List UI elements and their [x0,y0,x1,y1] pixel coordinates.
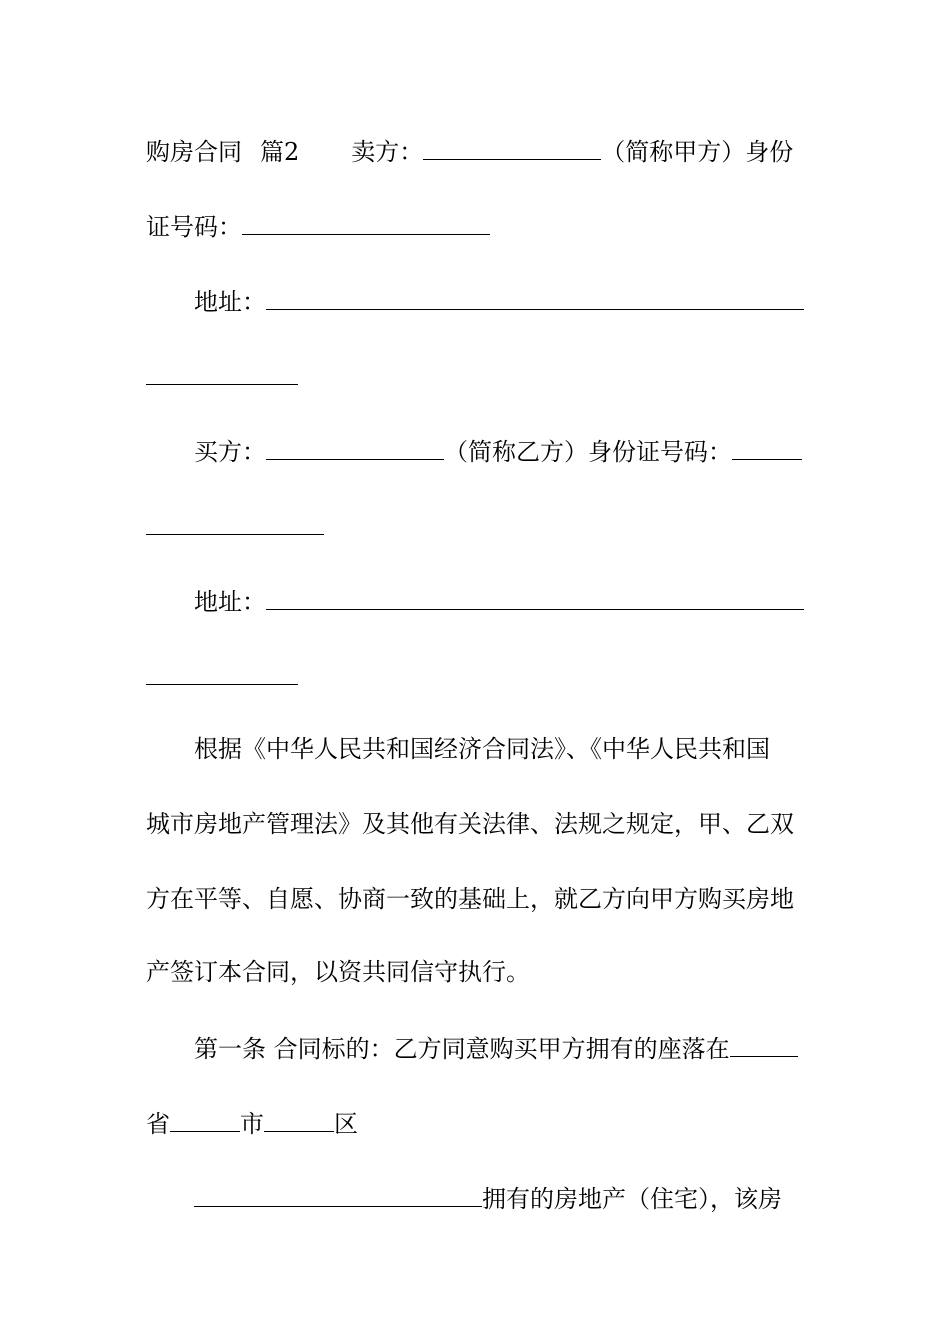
buyer-address-label: 地址： [194,588,266,616]
buyer-name-blank [266,441,444,460]
city-label: 市 [240,1110,264,1138]
article1-line2 [146,1109,358,1139]
paragraph-line: 根据《中华人民共和国经济合同法》、《中华人民共和国 [194,735,770,763]
seller-id-line [146,212,490,242]
buyer-suffix: （简称乙方）身份证号码： [444,438,732,466]
seller-address-line [194,287,804,317]
seller-id-blank [242,216,490,235]
buyer-line [194,437,802,467]
article1-text: 第一条 合同标的：乙方同意购买甲方拥有的座落在 [194,1035,730,1063]
paragraph-line: 产签订本合同，以资共同信守执行。 [146,958,530,986]
seller-suffix: （简称甲方）身份 [601,138,794,166]
contract-title: 购房合同 [146,138,242,166]
buyer-address-blank-2 [146,666,298,685]
section-label: 篇2 [260,138,300,166]
buyer-id-blank [732,441,802,460]
buyer-label: 买方： [194,438,266,466]
paragraph-line: 方在平等、自愿、协商一致的基础上，就乙方向甲方购买房地 [146,885,794,913]
buyer-id-blank-2 [146,516,324,535]
seller-label: 卖方： [351,138,424,166]
province-label: 省 [146,1110,170,1138]
seller-name-blank [423,141,601,160]
city-blank [170,1113,240,1132]
article1-line1 [194,1034,798,1064]
article1-line3-suffix: 拥有的房地产（住宅），该房 [482,1185,782,1213]
seller-id-label: 证号码： [146,213,242,241]
seller-address-label: 地址： [194,288,266,316]
buyer-address-continued [146,662,298,692]
title-line [146,137,793,167]
buyer-id-continued [146,512,324,542]
paragraph-line: 城市房地产管理法》及其他有关法律、法规之规定，甲、乙双 [146,810,794,838]
owner-blank [194,1188,482,1207]
location-blank [730,1038,798,1057]
district-label: 区 [334,1110,358,1138]
article1-line3 [194,1184,782,1214]
buyer-address-line [194,587,804,617]
seller-address-blank-2 [146,366,298,385]
buyer-address-blank [266,591,804,610]
seller-address-continued [146,362,298,392]
district-blank [264,1113,334,1132]
seller-address-blank [266,291,804,310]
